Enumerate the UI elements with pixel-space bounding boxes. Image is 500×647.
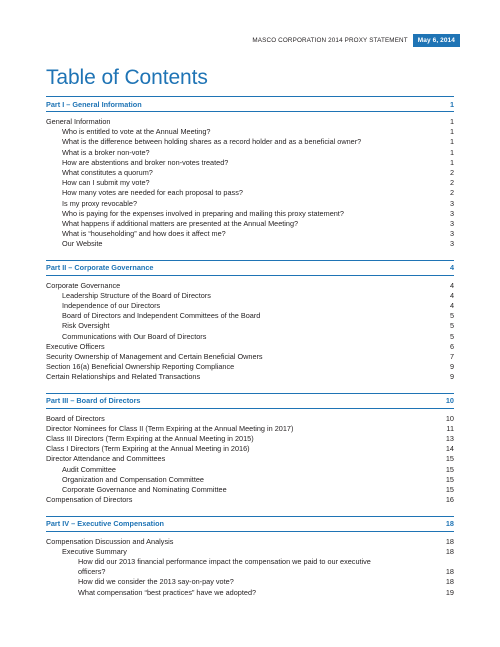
toc-entry[interactable] [46,352,454,362]
toc-entry-page: 18 [445,577,454,587]
toc-entry-list [46,532,454,604]
toc-entry-title: Compensation Discussion and Analysis [46,536,174,546]
toc-entry-page: 3 [449,219,454,229]
toc-entry-title: What is the difference between holding shares as a record holder and as a beneficial owner? [62,137,362,147]
toc-entry-title: Corporate Governance [46,280,121,290]
toc-entry-title: Board of Directors [46,413,105,423]
toc-entry[interactable] [46,475,454,485]
toc-entry[interactable] [46,117,454,127]
toc-entry[interactable] [46,158,454,168]
toc-entry[interactable] [46,495,454,505]
header-title: MASCO CORPORATION 2014 PROXY STATEMENT [252,37,408,44]
toc-entry-title: Class III Directors (Term Expiring at the Annual Meeting in 2015) [46,434,254,444]
toc-part-section [46,393,454,512]
toc-entry-page: 15 [445,454,454,464]
toc-entry-title: How many votes are needed for each proposal to pass? [62,188,243,198]
toc-entry-title: Certain Relationships and Related Transactions [46,372,201,382]
toc-entry-page: 3 [449,239,454,249]
toc-entry-page: 5 [449,331,454,341]
toc-entry[interactable] [46,127,454,137]
toc-entry-title: Section 16(a) Beneficial Ownership Reporting Compliance [46,362,235,372]
toc-entry-title: Compensation of Directors [46,495,133,505]
toc-entry-page: 10 [445,413,454,423]
toc-entry[interactable] [46,281,454,291]
toc-entry-title: How are abstentions and broker non-votes treated? [62,157,229,167]
toc-entry[interactable] [46,434,454,444]
toc-entry[interactable] [46,444,454,454]
toc-entry-title: Executive Officers [46,341,105,351]
toc-entry[interactable] [46,239,454,249]
toc-entry-title: Independence of our Directors [62,301,161,311]
toc-entry-title: How did our 2013 financial performance impact the compensation we paid to our executive [78,556,371,566]
toc-entry-title: What constitutes a quorum? [62,168,153,178]
toc-entry-title: How can I submit my vote? [62,178,150,188]
toc-entry-title: Who is paying for the expenses involved in preparing and mailing this proxy statement? [62,208,344,218]
toc-entry[interactable] [46,209,454,219]
toc-entry-title: What is “householding” and how does it affect me? [62,229,226,239]
toc-entry-page: 5 [449,311,454,321]
toc-entry[interactable] [46,372,454,382]
toc-part-header[interactable] [46,393,454,409]
toc-part-page: 10 [445,396,454,406]
toc-entry-title: Risk Oversight [62,321,110,331]
toc-entry[interactable] [46,547,454,557]
toc-entry[interactable] [46,137,454,147]
toc-entry-title: What happens if additional matters are presented at the Annual Meeting? [62,219,299,229]
toc-entry-page: 3 [449,229,454,239]
table-of-contents [46,96,454,608]
toc-entry-title: Executive Summary [62,546,127,556]
toc-entry[interactable] [46,577,454,587]
toc-entry-page: 6 [449,341,454,351]
toc-entry[interactable] [46,219,454,229]
toc-entry-page: 14 [445,444,454,454]
toc-entry-title: Is my proxy revocable? [62,198,138,208]
toc-part-title: Part I – General Information [46,99,142,109]
toc-part-header[interactable] [46,516,454,532]
toc-entry[interactable] [46,229,454,239]
toc-entry-title: Board of Directors and Independent Committees of the Board [62,311,261,321]
toc-entry-page: 15 [445,485,454,495]
toc-part-title: Part III – Board of Directors [46,396,141,406]
toc-entry[interactable] [46,414,454,424]
toc-entry[interactable] [46,188,454,198]
toc-entry-title: Who is entitled to vote at the Annual Meeting? [62,127,211,137]
toc-entry-page: 18 [445,567,454,577]
toc-part-section [46,260,454,389]
toc-entry-title: Director Attendance and Committees [46,454,166,464]
toc-part-page: 18 [445,519,454,528]
toc-entry-title: How did we consider the 2013 say-on-pay vote? [78,577,234,587]
toc-entry-page: 1 [449,117,454,126]
toc-part-section [46,96,454,256]
toc-part-page: 4 [449,263,454,273]
toc-part-header[interactable] [46,260,454,276]
toc-entry[interactable] [46,557,454,567]
page-title: Table of Contents [46,66,208,89]
toc-entry[interactable] [46,424,454,434]
toc-entry[interactable] [46,321,454,331]
toc-entry-title: Organization and Compensation Committee [62,474,204,484]
toc-entry-page: 15 [445,464,454,474]
toc-entry-title: Director Nominees for Class II (Term Expiring at the Annual Meeting in 2017) [46,423,294,433]
toc-entry-page: 1 [449,137,454,147]
toc-entry-page: 7 [449,352,454,362]
toc-entry[interactable] [46,485,454,495]
toc-entry-page: 9 [449,372,454,382]
toc-entry-page: 1 [449,127,454,137]
toc-entry-page: 18 [445,536,454,546]
toc-entry-list [46,409,454,512]
toc-entry-page: 13 [445,434,454,444]
toc-part-page: 1 [449,99,454,109]
toc-entry-page: 19 [445,587,454,597]
toc-entry-page: 4 [449,301,454,311]
header-date-badge: May 6, 2014 [413,34,460,47]
toc-entry-title: Corporate Governance and Nominating Committee [62,485,227,495]
toc-entry[interactable] [46,311,454,321]
toc-entry-title: officers? [78,567,106,577]
toc-entry-page: 3 [449,198,454,208]
toc-entry[interactable] [46,567,454,577]
toc-entry-page: 18 [445,546,454,556]
toc-entry-page: 3 [449,208,454,218]
toc-part-title: Part IV – Executive Compensation [46,519,165,528]
toc-entry-page: 4 [449,290,454,300]
toc-entry-title: Communications with Our Board of Directors [62,331,207,341]
toc-entry-title: What is a broker non-vote? [62,147,150,157]
toc-part-title: Part II – Corporate Governance [46,263,154,273]
toc-entry-page: 5 [449,321,454,331]
toc-entry[interactable] [46,291,454,301]
toc-entry-title: Class I Directors (Term Expiring at the Annual Meeting in 2016) [46,444,250,454]
toc-entry[interactable] [46,537,454,547]
toc-entry-page: 2 [449,168,454,178]
page-header [252,34,460,47]
toc-entry[interactable] [46,342,454,352]
toc-entry-page: 15 [445,474,454,484]
toc-entry[interactable] [46,588,454,598]
toc-entry-page: 9 [449,362,454,372]
toc-entry-page: 1 [449,147,454,157]
toc-entry[interactable] [46,148,454,158]
toc-entry-page: 4 [449,280,454,290]
toc-part-section [46,516,454,604]
toc-entry[interactable] [46,199,454,209]
toc-entry-title: Security Ownership of Management and Certain Beneficial Owners [46,352,263,362]
toc-entry-page: 1 [449,157,454,167]
toc-entry[interactable] [46,454,454,464]
toc-entry-list [46,276,454,389]
toc-entry-title: What compensation “best practices” have we adopted? [78,587,257,597]
toc-entry-list [46,112,454,256]
toc-entry[interactable] [46,178,454,188]
toc-entry-title: General Information [46,117,111,126]
toc-entry[interactable] [46,168,454,178]
toc-entry[interactable] [46,332,454,342]
toc-part-header[interactable] [46,96,454,112]
toc-entry[interactable] [46,362,454,372]
toc-entry[interactable] [46,301,454,311]
toc-entry-title: Leadership Structure of the Board of Directors [62,290,211,300]
toc-entry-page: 2 [449,178,454,188]
toc-entry-page: 16 [445,495,454,505]
toc-entry[interactable] [46,465,454,475]
toc-entry-title: Our Website [62,239,103,249]
toc-entry-page: 11 [446,423,454,433]
toc-entry-page: 2 [449,188,454,198]
toc-entry-title: Audit Committee [62,464,116,474]
